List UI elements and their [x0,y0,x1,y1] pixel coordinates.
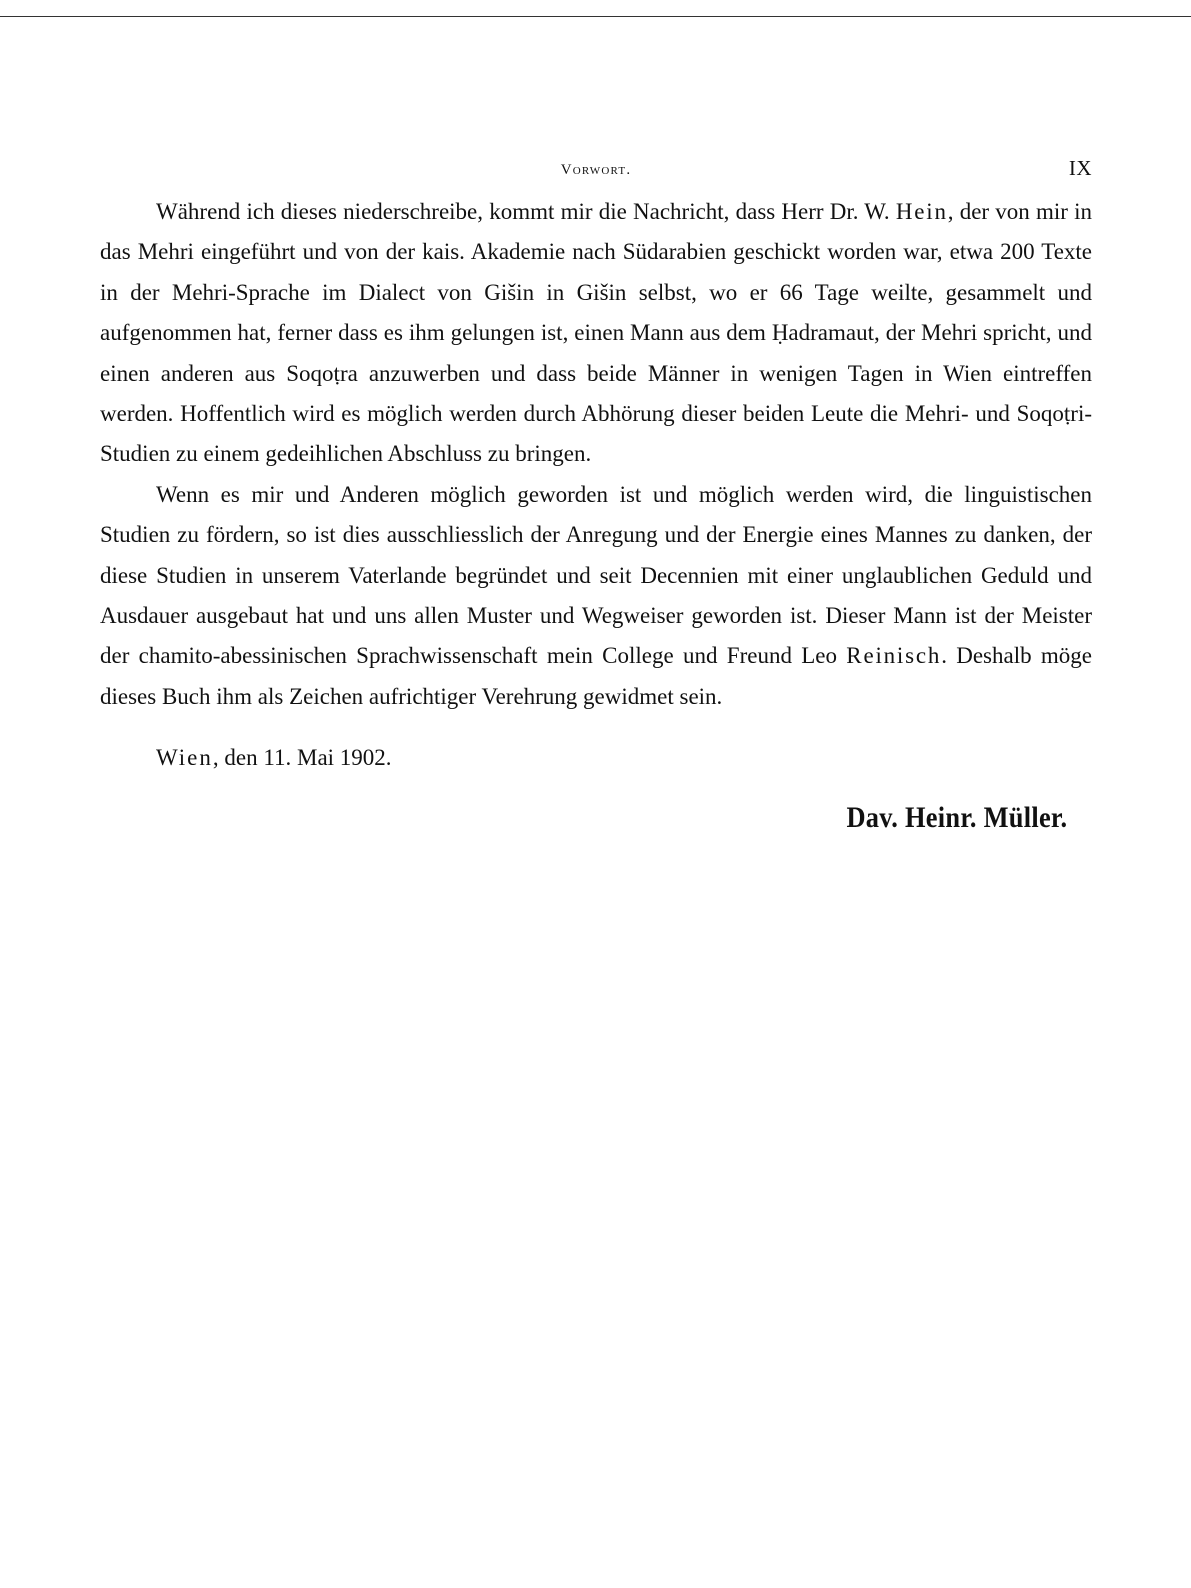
dateline-place: Wien [156,745,213,771]
running-head-title: Vorwort. [560,162,632,178]
paragraph-2-text-b: . Deshalb möge dieses Buch ihm als Zeichen aufrichtiger Verehrung gewidmet sein. [100,643,1092,709]
author-signature: Dav. Heinr. Müller. [846,801,1068,835]
top-border-line [0,16,1191,17]
preface-body [100,192,1092,717]
page-number: IX [1068,156,1092,180]
name-hein: Hein [895,199,948,224]
dateline-date: , den 11. Mai 1902. [212,745,392,771]
document-page [100,150,1092,835]
paragraph-2-text-a: Wenn es mir und Anderen möglich geworden ist und möglich werden wird, die linguistischen Studien zu fördern, so ist dies ausschliesslich der Anregung und der Energie eines Mannes zu danken, der diese Studien in unserem Vaterlande begründet und seit Decennien mit einer unglaublichen Geduld und Ausdauer ausgebaut hat und uns allen Muster und Wegweiser geworden ist. Dieser Mann ist der Meister der chamito-abessinischen Sprachwissenschaft mein College und Freund Leo [100,481,1092,669]
running-head [100,150,1092,192]
paragraph-2 [100,475,1092,717]
paragraph-1-text-b: , der von mir in das Mehri eingeführt und von der kais. Akademie nach Südarabien geschickt worden war, etwa 200 Texte in der Mehri-Sprache im Dialect von Gišin in Gišin selbst, wo er 66 Tage weilte, gesammelt und aufgenommen hat, ferner dass es ihm gelungen ist, einen Mann aus dem Ḥadramaut, der Mehri spricht, und einen anderen aus Soqoṭra anzuwerben und dass beide Männer in wenigen Tagen in Wien eintreffen werden. Hoffentlich wird es möglich werden durch Abhörung dieser beiden Leute die Mehri- und Soqoṭri-Studien zu einem gedeihlichen Abschluss zu bringen. [100,199,1092,467]
name-reinisch: Reinisch [846,643,942,669]
paragraph-1-text-a: Während ich dieses niederschreibe, kommt mir die Nachricht, dass Herr Dr. W. [156,199,896,224]
paragraph-1 [100,192,1092,475]
dateline [100,738,1092,778]
